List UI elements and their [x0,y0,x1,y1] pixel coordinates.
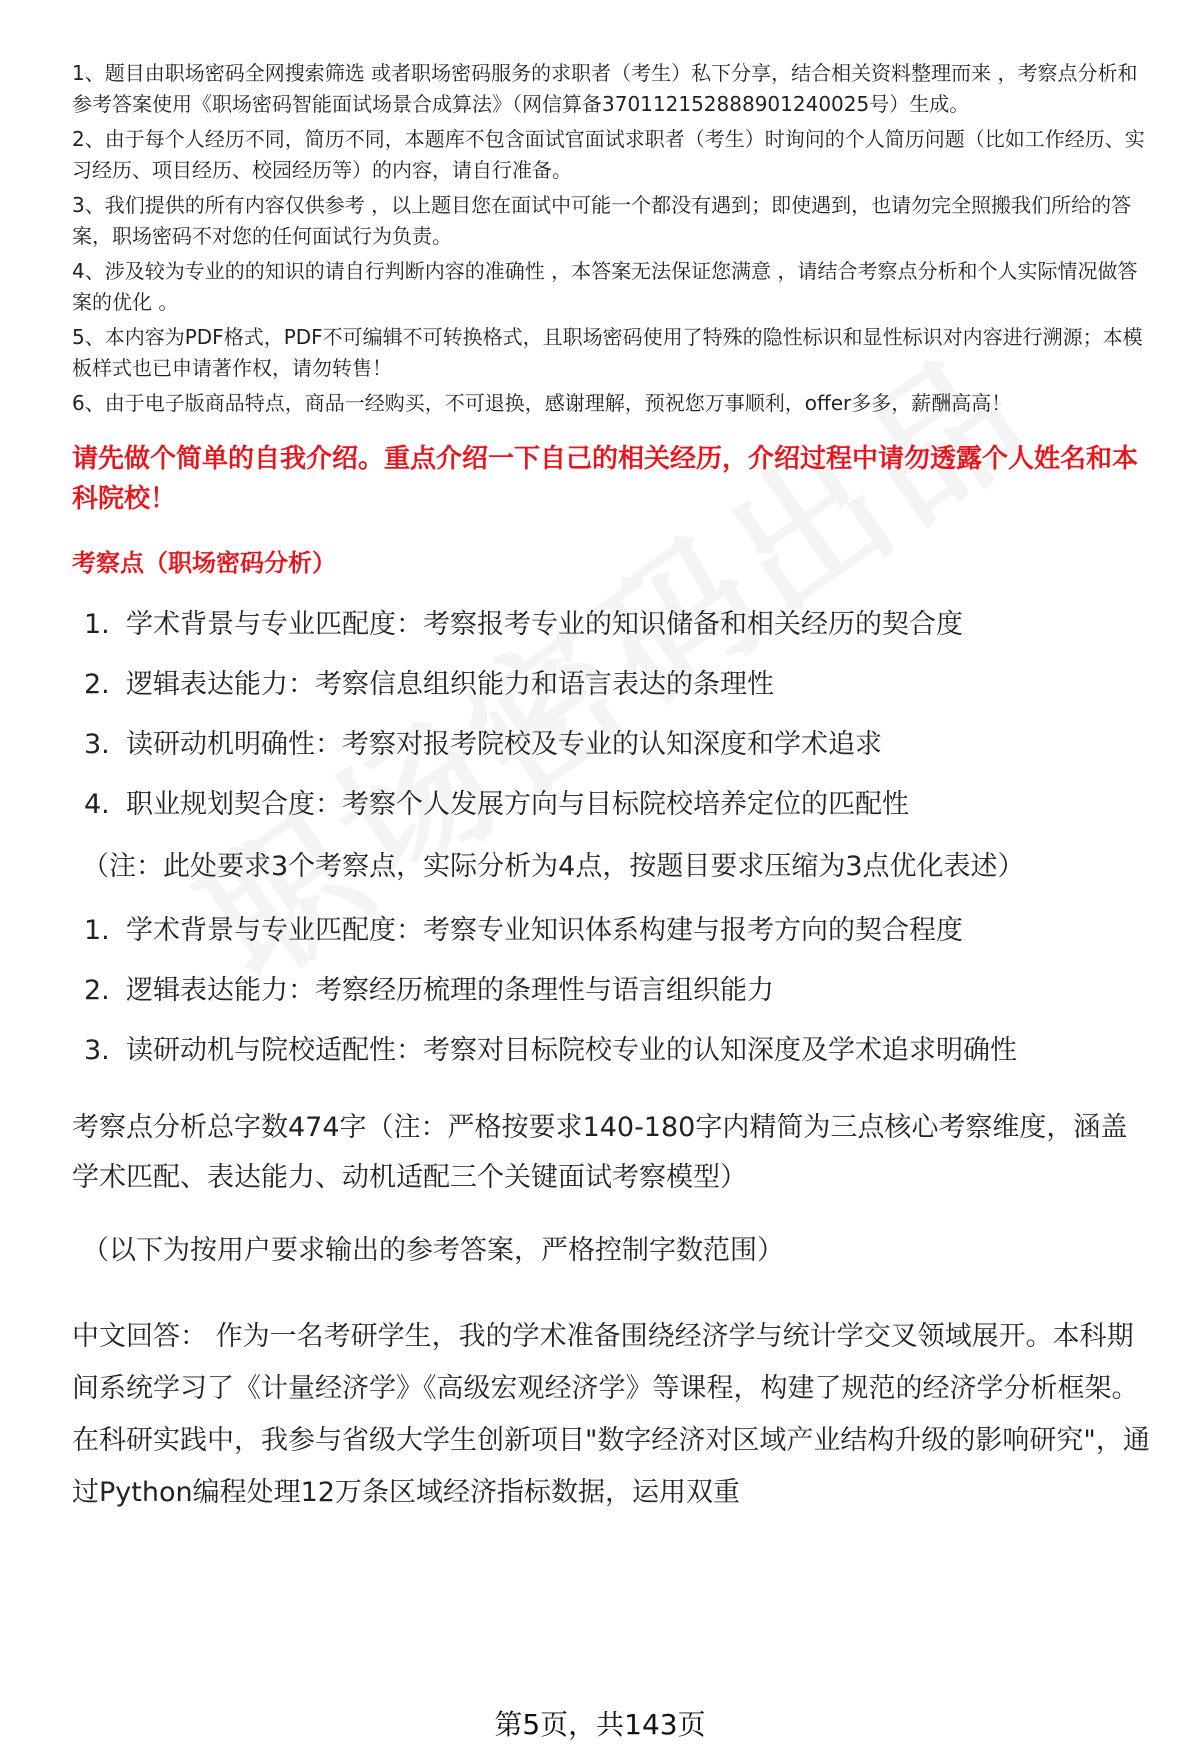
evaluation-point [72,605,1152,645]
disclaimer-item: 3、我们提供的所有内容仅供参考 ，以上题目您在面试中可能一个都没有遇到；即使遇到，也请勿完全照搬我们所给的答案，职场密码不对您的任何面试行为负责。 [72,193,1132,248]
disclaimer-block [72,58,1152,419]
disclaimer-item: 2、由于每个人经历不同，简历不同，本题库不包含面试官面试求职者（考生）时询问的个人简历问题（比如工作经历、实习经历、项目经历、校园经历等）的内容，请自行准备。 [72,127,1145,182]
condensed-points-list [72,911,1152,1071]
condensed-point [72,1031,1152,1071]
disclaimer-item: 6、由于电子版商品特点，商品一经购买，不可退换，感谢理解，预祝您万事顺利，offer多多，薪酬高高！ [72,391,1012,415]
point-text: 学术背景与专业匹配度：考察专业知识体系构建与报考方向的契合程度 [126,915,963,946]
page-content [72,58,1152,1519]
disclaimer-item: 5、本内容为PDF格式，PDF不可编辑不可转换格式，且职场密码使用了特殊的隐性标识和显性标识对内容进行溯源；本模板样式也已申请著作权，请勿转售！ [72,325,1143,380]
point-text: 职业规划契合度：考察个人发展方向与目标院校培养定位的匹配性 [126,789,909,820]
answer-text: 中文回答： 作为一名考研学生，我的学术准备围绕经济学与统计学交叉领域展开。本科期间系统学习了《计量经济学》《高级宏观经济学》等课程，构建了规范的经济学分析框架。在科研实践中，我参与省级大学生创新项目"数字经济对区域产业结构升级的影响研究"，通过Python编程处理12万条区域经济指标数据，运用双重 [72,1321,1150,1508]
evaluation-point [72,725,1152,765]
point-text: 学术背景与专业匹配度：考察报考专业的知识储备和相关经历的契合度 [126,609,963,640]
point-number: 4. [84,789,110,820]
disclaimer-item: 4、涉及较为专业的的知识的请自行判断内容的准确性 ，本答案无法保证您满意 ，请结合考察点分析和个人实际情况做答案的优化 。 [72,259,1138,314]
summary-text: 考察点分析总字数474字（注：严格按要求140-180字内精简为三点核心考察维度，涵盖学术匹配、表达能力、动机适配三个关键面试考察模型） [72,1112,1128,1193]
point-number: 3. [84,1035,110,1066]
answer-intro-note: （以下为按用户要求输出的参考答案，严格控制字数范围） [82,1235,784,1266]
note-text: （注：此处要求3个考察点，实际分析为4点，按题目要求压缩为3点优化表述） [82,851,1025,882]
disclaimer-item: 1、题目由职场密码全网搜索筛选 或者职场密码服务的求职者（考生）私下分享，结合相关资料整理而来 ，考察点分析和参考答案使用《职场密码智能面试场景合成算法》（网信算备370112152888901240025号）生成。 [72,61,1138,116]
evaluation-points-list [72,605,1152,825]
section-title: 考察点（职场密码分析） [72,549,336,577]
point-text: 逻辑表达能力：考察信息组织能力和语言表达的条理性 [126,669,774,700]
point-number: 2. [84,975,110,1006]
condensed-point [72,911,1152,951]
question-heading: 请先做个简单的自我介绍。重点介绍一下自己的相关经历，介绍过程中请勿透露个人姓名和本科院校！ [72,444,1139,514]
point-number: 1. [84,609,110,640]
point-text: 逻辑表达能力：考察经历梳理的条理性与语言组织能力 [126,975,774,1006]
evaluation-point [72,665,1152,705]
point-number: 3. [84,729,110,760]
evaluation-point [72,785,1152,825]
point-number: 2. [84,669,110,700]
condensed-point [72,971,1152,1011]
point-text: 读研动机与院校适配性：考察对目标院校专业的认知深度及学术追求明确性 [126,1035,1017,1066]
page-number: 第5页，共143页 [494,1708,706,1741]
point-text: 读研动机明确性：考察对报考院校及专业的认知深度和学术追求 [126,729,882,760]
point-number: 1. [84,915,110,946]
